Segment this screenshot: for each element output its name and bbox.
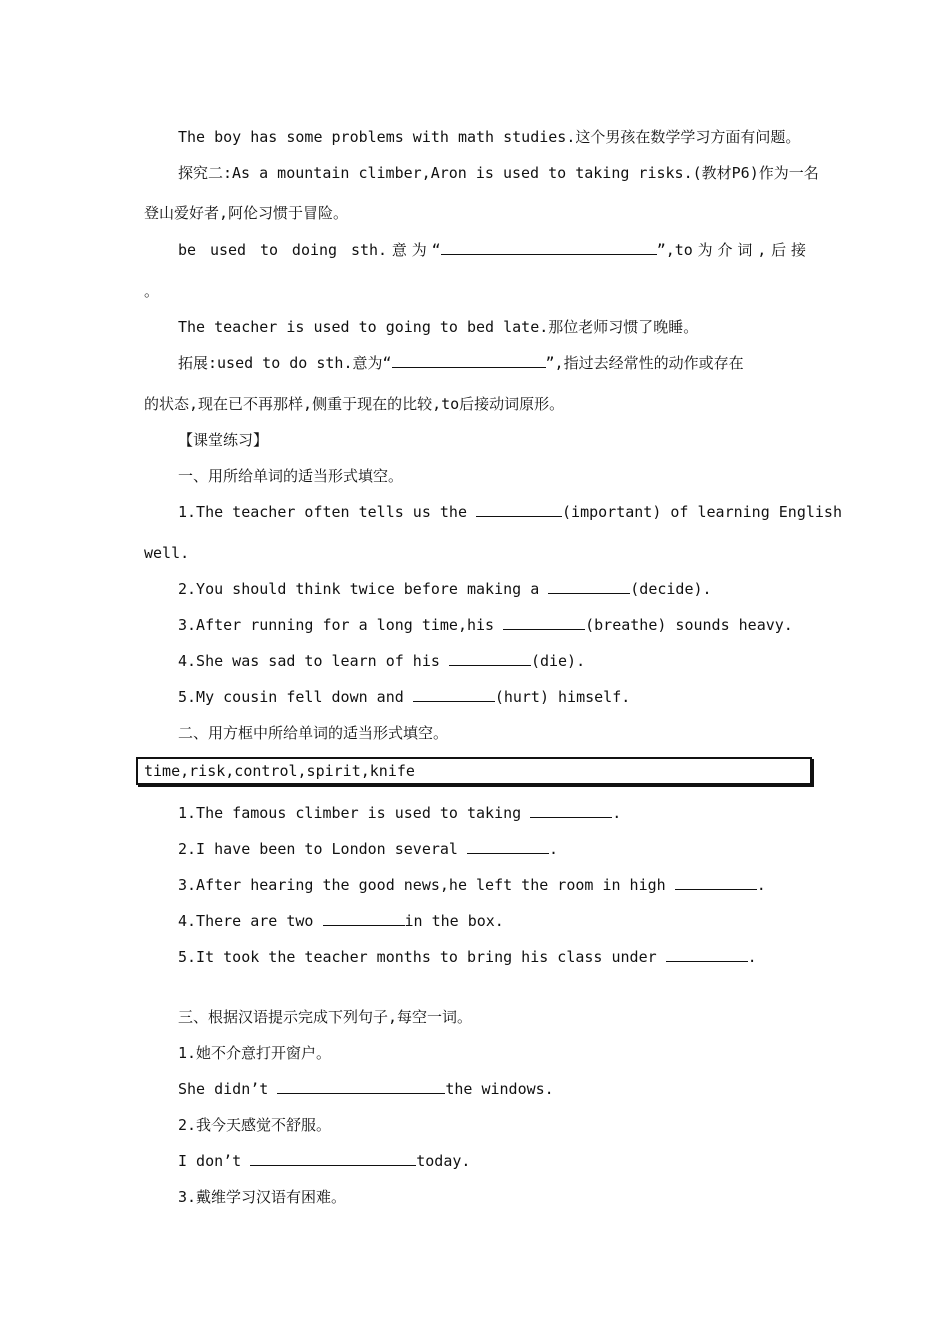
part1-q1 bbox=[178, 501, 842, 523]
explore2-example: The teacher is used to going to bed late.那位老师习惯了晚睡。 bbox=[178, 318, 699, 336]
part3-q2-text: I don’t bbox=[178, 1152, 251, 1170]
part3-q2-tail: today. bbox=[416, 1152, 471, 1170]
part2-q5-text: 5.It took the teacher months to bring his class under bbox=[178, 948, 666, 966]
part1-q4 bbox=[178, 650, 806, 672]
explore2-line1: 探究二:As a mountain climber,Aron is used to taking risks.(教材P6)作为一名 bbox=[178, 164, 819, 182]
part2-q1-tail: . bbox=[612, 804, 622, 822]
extend-rule bbox=[178, 352, 806, 374]
part2-q4-text: 4.There are two bbox=[178, 912, 323, 930]
part1-q5-text: 5.My cousin fell down and bbox=[178, 688, 413, 706]
be-used-to-continuation: 。 bbox=[144, 282, 160, 300]
extend-blank[interactable] bbox=[392, 352, 546, 368]
part1-q4-tail: (die). bbox=[530, 652, 586, 670]
part1-q3-blank[interactable] bbox=[503, 614, 585, 630]
part2-q4-tail: in the box. bbox=[404, 912, 504, 930]
part1-q5 bbox=[178, 686, 806, 708]
explore2-line2: 登山爱好者,阿伦习惯于冒险。 bbox=[144, 204, 349, 222]
part3-q1-text: She didn’t bbox=[178, 1080, 278, 1098]
part1-q4-blank[interactable] bbox=[449, 650, 531, 666]
part1-q2-text: 2.You should think twice before making a bbox=[178, 580, 549, 598]
part3-q1 bbox=[178, 1078, 806, 1100]
be-used-to-text: be used to doing sth.意为“ bbox=[178, 241, 441, 259]
extend-text: 拓展:used to do sth.意为“ bbox=[178, 354, 392, 372]
part2-q4-blank[interactable] bbox=[323, 910, 405, 926]
part1-q1-tail: (important) of learning English bbox=[562, 503, 842, 521]
part1-q3-tail: (breathe) sounds heavy. bbox=[585, 616, 793, 634]
part3-title: 三、根据汉语提示完成下列句子,每空一词。 bbox=[178, 1008, 473, 1026]
part1-title: 一、用所给单词的适当形式填空。 bbox=[178, 467, 404, 485]
part1-q2-blank[interactable] bbox=[548, 578, 630, 594]
part1-q1-text: 1.The teacher often tells us the bbox=[178, 503, 477, 521]
part1-q4-text: 4.She was sad to learn of his bbox=[178, 652, 449, 670]
part2-q3-text: 3.After hearing the good news,he left the room in high bbox=[178, 876, 675, 894]
extend-continuation: 的状态,现在已不再那样,侧重于现在的比较,to后接动词原形。 bbox=[144, 395, 565, 413]
part3-q1-chinese: 1.她不介意打开窗户。 bbox=[178, 1044, 332, 1062]
part2-title: 二、用方框中所给单词的适当形式填空。 bbox=[178, 724, 449, 742]
part1-q1-continuation: well. bbox=[144, 544, 190, 562]
part2-q2-tail: . bbox=[548, 840, 559, 858]
part1-q3 bbox=[178, 614, 806, 636]
be-used-to-blank[interactable] bbox=[441, 239, 657, 255]
word-box: time,risk,control,spirit,knife bbox=[136, 757, 812, 785]
part2-q1 bbox=[178, 802, 806, 824]
part1-q5-tail: (hurt) himself. bbox=[494, 688, 631, 706]
part3-q2-chinese: 2.我今天感觉不舒服。 bbox=[178, 1116, 332, 1134]
part2-q3-tail: . bbox=[756, 876, 766, 894]
part1-q5-blank[interactable] bbox=[413, 686, 495, 702]
part3-q1-blank[interactable] bbox=[277, 1078, 445, 1094]
practice-heading: 【课堂练习】 bbox=[178, 431, 269, 449]
part3-q2 bbox=[178, 1150, 806, 1172]
part3-q3-chinese: 3.戴维学习汉语有困难。 bbox=[178, 1188, 347, 1206]
explore1-example: The boy has some problems with math studies.这个男孩在数学学习方面有问题。 bbox=[178, 128, 801, 146]
part2-q5-blank[interactable] bbox=[666, 946, 748, 962]
part1-q2 bbox=[178, 578, 806, 600]
part2-q1-text: 1.The famous climber is used to taking bbox=[178, 804, 531, 822]
part2-q3 bbox=[178, 874, 806, 896]
extend-tail: ”,指过去经常性的动作或存在 bbox=[545, 354, 744, 372]
part1-q3-text: 3.After running for a long time,his bbox=[178, 616, 504, 634]
be-used-to-tail: ”,to为介词,后接 bbox=[656, 241, 806, 259]
part2-q5-tail: . bbox=[747, 948, 757, 966]
part2-q2-blank[interactable] bbox=[467, 838, 549, 854]
part2-q2-text: 2.I have been to London several bbox=[178, 840, 467, 858]
part2-q4 bbox=[178, 910, 806, 932]
part1-q2-tail: (decide). bbox=[630, 580, 712, 598]
part3-q1-tail: the windows. bbox=[445, 1080, 554, 1098]
part2-q1-blank[interactable] bbox=[530, 802, 612, 818]
part2-q5 bbox=[178, 946, 806, 968]
part3-q2-blank[interactable] bbox=[250, 1150, 416, 1166]
part2-q2 bbox=[178, 838, 806, 860]
be-used-to-rule bbox=[178, 239, 806, 261]
part1-q1-blank[interactable] bbox=[476, 501, 562, 517]
part2-q3-blank[interactable] bbox=[675, 874, 757, 890]
